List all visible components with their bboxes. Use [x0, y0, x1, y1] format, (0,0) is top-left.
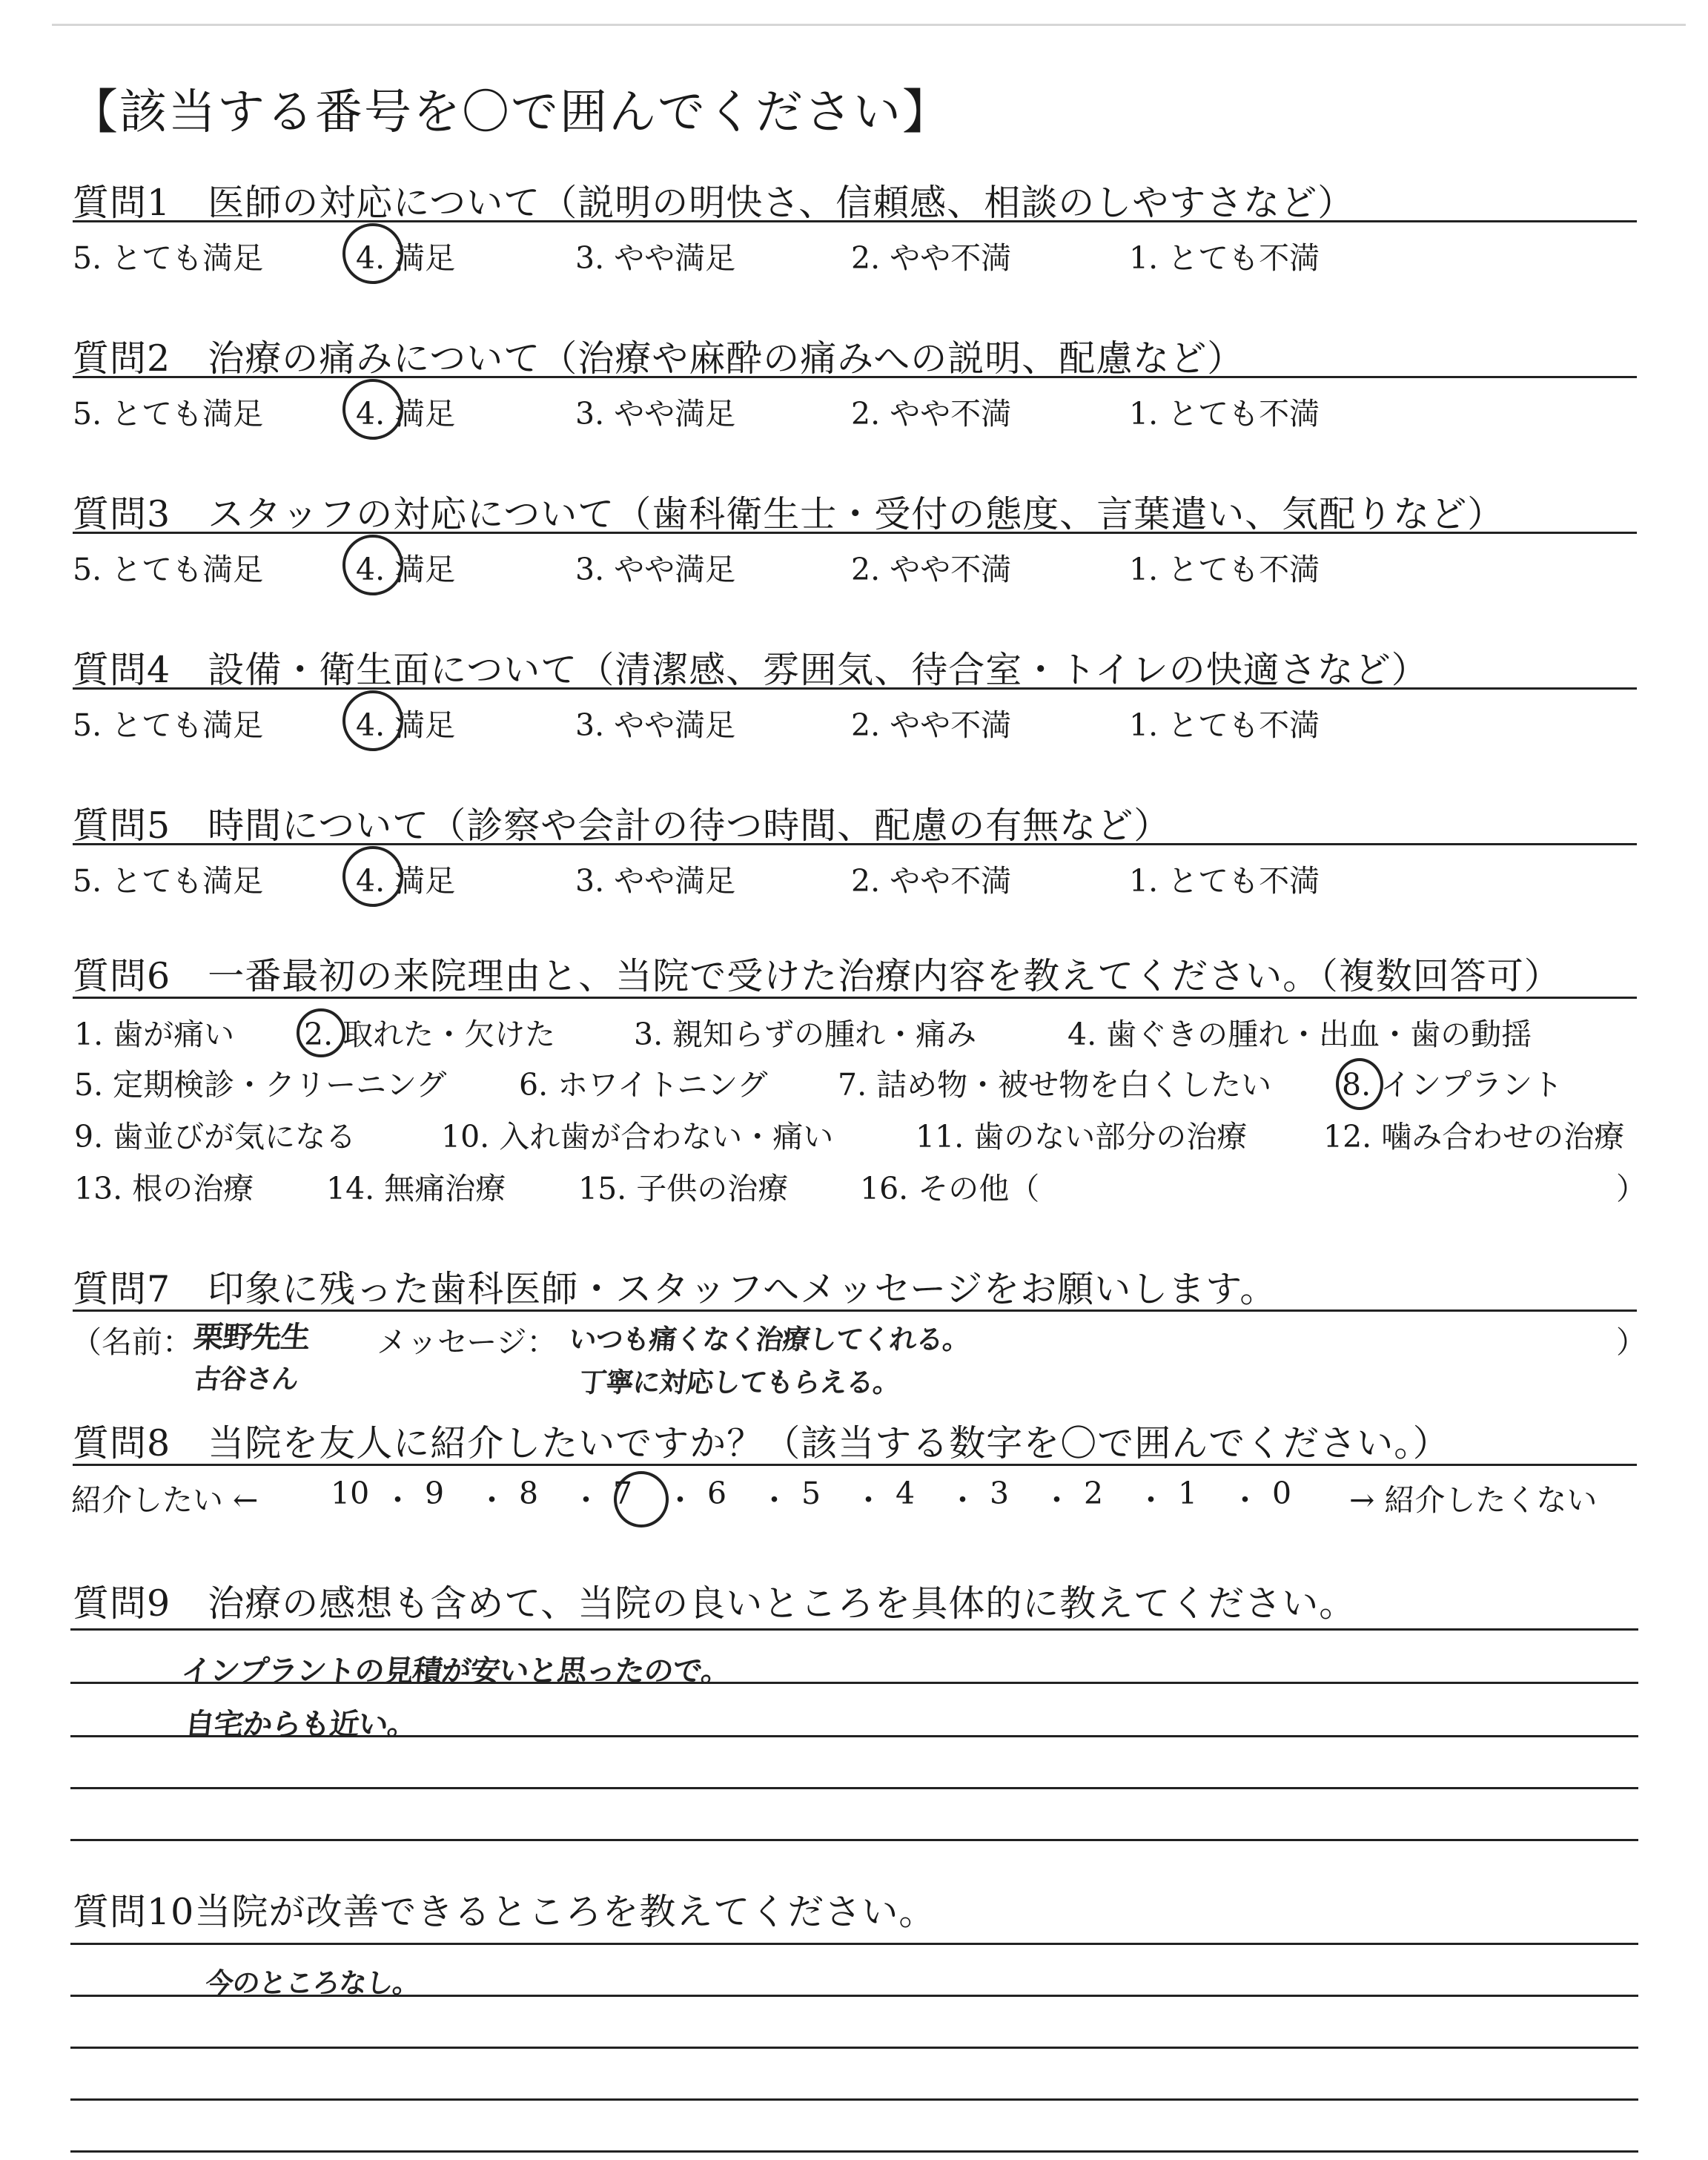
q5-option-3: 3. やや満足 [575, 863, 736, 899]
q3-selection-circle [342, 535, 403, 595]
q3-text: スタッフの対応について（歯科衛生士・受付の態度、言葉遣い、気配りなど） [208, 493, 1505, 535]
q5-rule [73, 843, 1637, 845]
q7-text: 印象に残った歯科医師・スタッフへメッセージをお願いします。 [208, 1268, 1277, 1310]
q8-scale-3: 3 [990, 1476, 1010, 1511]
q7-hand-name-2: 古谷さん [192, 1364, 299, 1395]
q5-option-2: 2. やや不満 [851, 863, 1012, 899]
q2-option-2: 2. やや不満 [851, 396, 1012, 432]
q8-separator: ・ [571, 1482, 601, 1518]
q1-rule [73, 220, 1637, 222]
q1-text: 医師の対応について（説明の明快さ、信頼感、相談のしやすさなど） [208, 182, 1355, 224]
q5-option-1: 1. とても不満 [1129, 863, 1320, 899]
q8-separator: ・ [665, 1482, 695, 1518]
q7-hand-name-1: 栗野先生 [192, 1321, 312, 1355]
q1-option-1: 1. とても不満 [1129, 240, 1320, 276]
q9-line-5 [70, 1839, 1638, 1841]
q10-line-5 [70, 2150, 1638, 2153]
q6-circle-2 [297, 1008, 345, 1057]
q7-close: ） [1616, 1324, 1646, 1360]
q8-scale-10: 10 [331, 1476, 370, 1511]
q10-text: 当院が改善できるところを教えてください。 [194, 1891, 936, 1933]
q10-line-3 [70, 2047, 1638, 2049]
q6-other-close: ） [1616, 1171, 1646, 1206]
q3-option-4: 4. 満足 [356, 552, 456, 587]
q6-option-15: 15. 子供の治療 [578, 1171, 789, 1206]
q8-scale-6: 6 [707, 1476, 727, 1511]
q4-option-1: 1. とても不満 [1129, 707, 1320, 743]
q8-separator: ・ [1230, 1482, 1260, 1518]
q1-option-5: 5. とても満足 [73, 240, 264, 276]
q8-separator: ・ [383, 1482, 413, 1518]
q7-rule [73, 1309, 1637, 1312]
q6-option-10: 10. 入れ歯が合わない・痛い [441, 1119, 834, 1155]
q8-circle-7 [614, 1471, 669, 1527]
q6-option-9: 9. 歯並びが気になる [74, 1119, 357, 1155]
q8-scale-9: 9 [425, 1476, 445, 1511]
q6-option-5: 5. 定期検診・クリーニング [74, 1067, 447, 1103]
q7-hand-message-2: 丁寧に対応してもらえる。 [577, 1367, 901, 1398]
q8-scale-2: 2 [1084, 1476, 1104, 1511]
q6-option-14: 14. 無痛治療 [326, 1171, 506, 1206]
q6-label: 質問6 [73, 955, 171, 997]
q6-option-16: 16. その他（ [860, 1171, 1040, 1206]
q6-option-13: 13. 根の治療 [74, 1171, 254, 1206]
q6-option-4: 4. 歯ぐきの腫れ・出血・歯の動揺 [1068, 1017, 1532, 1052]
q9-line-4 [70, 1787, 1638, 1789]
q6-text: 一番最初の来院理由と、当院で受けた治療内容を教えてください。（複数回答可） [208, 955, 1561, 997]
q8-scale-4: 4 [896, 1476, 916, 1511]
q8-left-label: 紹介したい ← [71, 1482, 259, 1518]
q4-option-5: 5. とても満足 [73, 707, 264, 743]
q8-scale-7: 7 [613, 1476, 633, 1511]
top-border [52, 24, 1686, 26]
q4-option-4: 4. 満足 [356, 707, 456, 743]
q9-hand-1: インプラントの見積が安いと思ったので。 [179, 1654, 732, 1688]
q3-option-1: 1. とても不満 [1129, 552, 1320, 587]
q5-text: 時間について（診察や会計の待つ時間、配慮の有無など） [208, 805, 1171, 847]
q7-label: 質問7 [73, 1268, 171, 1310]
q8-right-label: → 紹介したくない [1349, 1482, 1598, 1518]
q2-option-5: 5. とても満足 [73, 396, 264, 432]
q8-separator: ・ [759, 1482, 790, 1518]
q8-label: 質問8 [73, 1422, 171, 1464]
q4-label: 質問4 [73, 649, 171, 691]
q4-text: 設備・衛生面について（清潔感、雰囲気、待合室・トイレの快適さなど） [208, 649, 1429, 691]
q2-option-3: 3. やや満足 [575, 396, 736, 432]
q2-text: 治療の痛みについて（治療や麻酔の痛みへの説明、配慮など） [208, 337, 1245, 380]
q8-separator: ・ [853, 1482, 884, 1518]
q8-scale-1: 1 [1178, 1476, 1198, 1511]
q6-option-3: 3. 親知らずの腫れ・痛み [634, 1017, 977, 1052]
q8-separator: ・ [1136, 1482, 1166, 1518]
q8-separator: ・ [947, 1482, 978, 1518]
q3-option-5: 5. とても満足 [73, 552, 264, 587]
q5-option-5: 5. とても満足 [73, 863, 264, 899]
q8-scale-0: 0 [1272, 1476, 1292, 1511]
q8-text: 当院を友人に紹介したいですか？（該当する数字を〇で囲んでください。） [208, 1422, 1450, 1464]
q5-option-4: 4. 満足 [356, 863, 456, 899]
q9-hand-2: 自宅からも近い。 [183, 1708, 419, 1742]
page-header: 【該当する番号を〇で囲んでください】 [70, 85, 951, 140]
q9-line-1 [70, 1628, 1638, 1631]
q6-option-12: 12. 噛み合わせの治療 [1323, 1119, 1625, 1155]
q8-rule [73, 1464, 1637, 1466]
q4-option-2: 2. やや不満 [851, 707, 1012, 743]
q3-option-3: 3. やや満足 [575, 552, 736, 587]
q2-selection-circle [342, 379, 403, 440]
q6-option-2: 2. 取れた・欠けた [304, 1017, 556, 1052]
q6-option-11: 11. 歯のない部分の治療 [916, 1119, 1248, 1155]
q6-circle-8 [1336, 1058, 1383, 1110]
q3-rule [73, 532, 1637, 534]
q1-selection-circle [342, 223, 403, 284]
q8-scale-8: 8 [519, 1476, 539, 1511]
q5-label: 質問5 [73, 805, 171, 847]
q6-option-6: 6. ホワイトニング [519, 1067, 768, 1103]
q4-rule [73, 687, 1637, 690]
q3-label: 質問3 [73, 493, 171, 535]
q7-message-label: メッセージ： [377, 1324, 557, 1360]
q1-option-4: 4. 満足 [356, 240, 456, 276]
q1-option-2: 2. やや不満 [851, 240, 1012, 276]
q6-option-7: 7. 詰め物・被せ物を白くしたい [838, 1067, 1272, 1103]
q2-label: 質問2 [73, 337, 171, 380]
q8-scale-5: 5 [801, 1476, 821, 1511]
q4-selection-circle [342, 690, 403, 751]
q6-option-8: 8. インプラント [1342, 1067, 1563, 1103]
q9-text: 治療の感想も含めて、当院の良いところを具体的に教えてください。 [208, 1582, 1357, 1625]
q10-line-4 [70, 2098, 1638, 2101]
q10-label: 質問10 [73, 1891, 195, 1933]
q5-selection-circle [342, 846, 403, 907]
q7-hand-message-1: いつも痛くなく治療してくれる。 [567, 1324, 971, 1355]
q8-separator: ・ [477, 1482, 507, 1518]
q7-name-label: （名前： [71, 1324, 193, 1360]
q10-line-1 [70, 1943, 1638, 1945]
q2-option-1: 1. とても不満 [1129, 396, 1320, 432]
q3-option-2: 2. やや不満 [851, 552, 1012, 587]
q2-option-4: 4. 満足 [356, 396, 456, 432]
q2-rule [73, 376, 1637, 378]
q10-hand-1: 今のところなし。 [204, 1967, 421, 1999]
q9-label: 質問9 [73, 1582, 171, 1625]
q1-option-3: 3. やや満足 [575, 240, 736, 276]
q6-rule [73, 997, 1637, 999]
q4-option-3: 3. やや満足 [575, 707, 736, 743]
q6-option-1: 1. 歯が痛い [74, 1017, 235, 1052]
q1-label: 質問1 [73, 182, 171, 224]
q8-separator: ・ [1042, 1482, 1072, 1518]
